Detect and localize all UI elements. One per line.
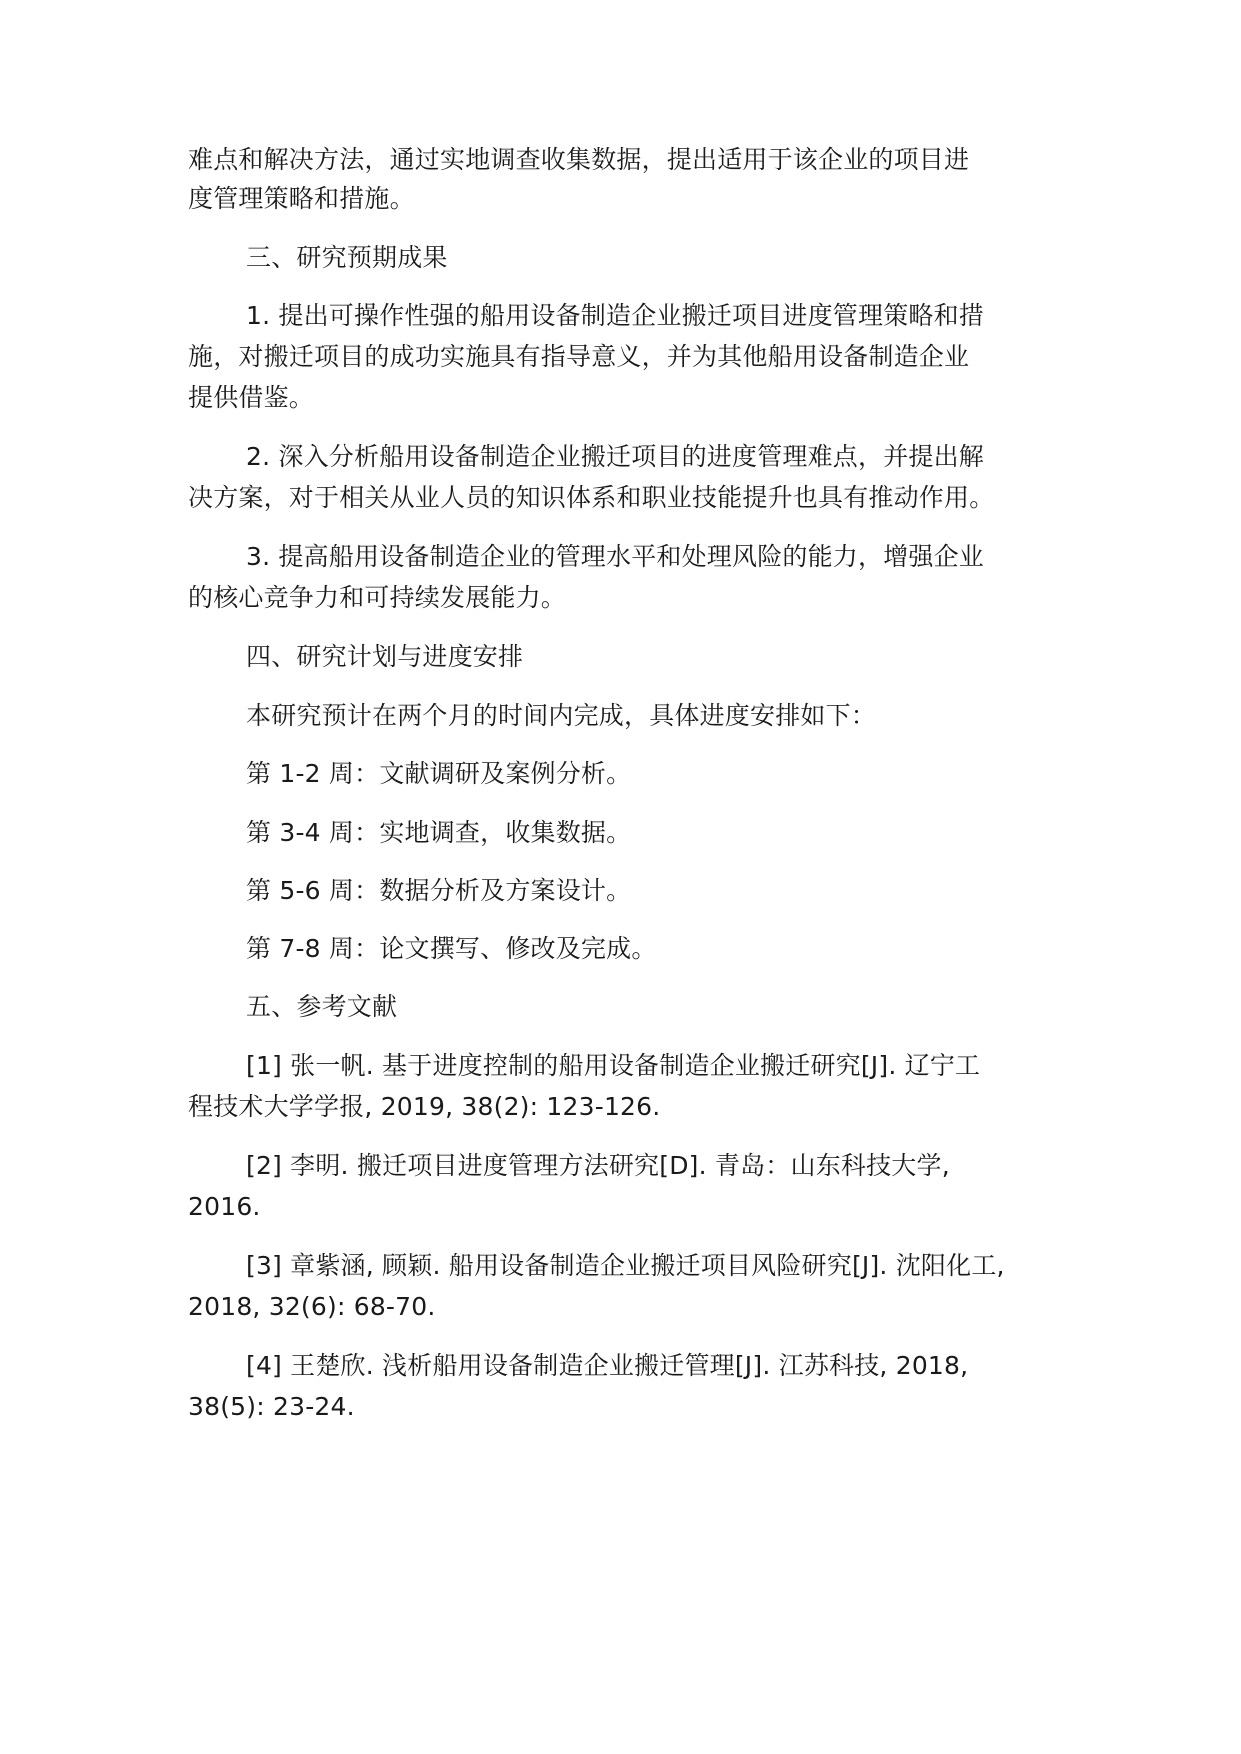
schedule-item: 第 5-6 周：数据分析及方案设计。 — [246, 876, 632, 905]
intro-line: 度管理策略和措施。 — [188, 184, 415, 213]
section-heading-references: 五、参考文献 — [246, 992, 398, 1021]
reference-4-line: [4] 王楚欣. 浅析船用设备制造企业搬迁管理[J]. 江苏科技, 2018, — [246, 1351, 969, 1380]
result-item-1-line: 1. 提出可操作性强的船用设备制造企业搬迁项目进度管理策略和措 — [246, 301, 985, 330]
reference-3-line: [3] 章紫涵, 顾颖. 船用设备制造企业搬迁项目风险研究[J]. 沈阳化工, — [246, 1251, 1005, 1280]
schedule-item: 第 1-2 周：文献调研及案例分析。 — [246, 759, 632, 788]
schedule-item: 第 3-4 周：实地调查，收集数据。 — [246, 818, 632, 847]
intro-line: 难点和解决方法，通过实地调查收集数据，提出适用于该企业的项目进 — [188, 145, 970, 174]
reference-4-line: 38(5): 23-24. — [188, 1392, 355, 1421]
schedule-item: 第 7-8 周：论文撰写、修改及完成。 — [246, 934, 657, 963]
reference-2-line: 2016. — [188, 1192, 261, 1221]
result-item-2-line: 2. 深入分析船用设备制造企业搬迁项目的进度管理难点，并提出解 — [246, 442, 985, 471]
section-heading-expected-results: 三、研究预期成果 — [246, 243, 448, 272]
plan-intro: 本研究预计在两个月的时间内完成，具体进度安排如下： — [246, 701, 877, 730]
reference-3-line: 2018, 32(6): 68-70. — [188, 1292, 436, 1321]
reference-1-line: 程技术大学学报, 2019, 38(2): 123-126. — [188, 1092, 661, 1121]
section-heading-plan: 四、研究计划与进度安排 — [246, 642, 524, 671]
reference-2-line: [2] 李明. 搬迁项目进度管理方法研究[D]. 青岛：山东科技大学, — [246, 1151, 950, 1180]
result-item-3-line: 3. 提高船用设备制造企业的管理水平和处理风险的能力，增强企业 — [246, 542, 985, 571]
result-item-1-line: 施，对搬迁项目的成功实施具有指导意义，并为其他船用设备制造企业 — [188, 342, 970, 371]
result-item-2-line: 决方案，对于相关从业人员的知识体系和职业技能提升也具有推动作用。 — [188, 483, 995, 512]
result-item-3-line: 的核心竞争力和可持续发展能力。 — [188, 583, 567, 612]
result-item-1-line: 提供借鉴。 — [188, 383, 315, 412]
reference-1-line: [1] 张一帆. 基于进度控制的船用设备制造企业搬迁研究[J]. 辽宁工 — [246, 1051, 981, 1080]
